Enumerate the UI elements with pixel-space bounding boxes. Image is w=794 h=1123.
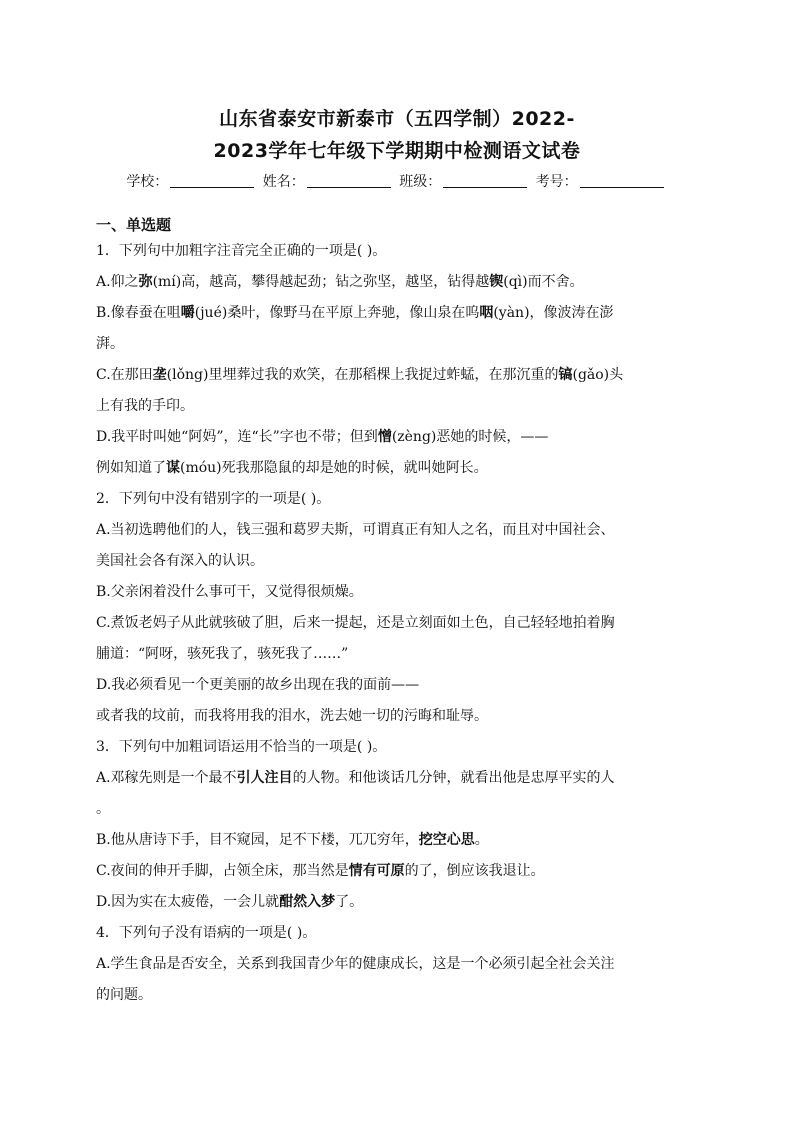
text-segment: A.学生食品是否安全，关系到我国青少年的健康成长，这是一个必须引起全社会关注 xyxy=(96,956,615,972)
school-blank xyxy=(170,173,254,188)
text-segment: A.邓稼先则是一个最不 xyxy=(96,770,237,786)
text-segment: 例如知道了 xyxy=(96,460,166,476)
text-segment: 。 xyxy=(474,832,489,848)
class-label: 班级： xyxy=(399,174,442,190)
text-line xyxy=(96,515,700,546)
text-line xyxy=(96,856,700,887)
text-line xyxy=(96,391,700,422)
bold-text: 锲 xyxy=(489,274,504,290)
text-line xyxy=(96,546,700,577)
text-segment: (gǎo)头 xyxy=(572,367,624,383)
text-line xyxy=(96,639,700,670)
text-segment: 3．下列句中加粗词语运用不恰当的一项是( )。 xyxy=(96,739,387,755)
text-line xyxy=(96,949,700,980)
text-segment: (zèng)恶她的时候，—— xyxy=(391,429,549,445)
text-segment: B.像春蚕在咀 xyxy=(96,305,181,321)
text-segment: C.在那田 xyxy=(96,367,153,383)
text-segment: 2．下列句中没有错别字的一项是( )。 xyxy=(96,491,331,507)
bold-text: 咽 xyxy=(479,305,494,321)
text-line xyxy=(96,236,700,267)
text-segment: A.仰之 xyxy=(96,274,139,290)
text-segment: (qì)而不舍。 xyxy=(503,274,584,290)
text-segment: (móu)死我那隐鼠的却是她的时候，就叫她阿长。 xyxy=(180,460,488,476)
text-line xyxy=(96,422,700,453)
text-segment: C.夜间的伸开手脚，占领全床，那当然是 xyxy=(96,863,349,879)
text-line xyxy=(96,794,700,825)
text-segment: (yàn)，像波涛在澎 xyxy=(493,305,614,321)
text-segment: B.父亲闲着没什么事可干，又觉得很烦燥。 xyxy=(96,584,363,600)
text-line xyxy=(96,329,700,360)
question-body xyxy=(96,236,700,1011)
section-title: 一、单选题 xyxy=(96,216,172,234)
text-line xyxy=(96,918,700,949)
text-segment: 了。 xyxy=(335,894,364,910)
text-segment: (lǒng)里埋葬过我的欢笑，在那稻棵上我捉过蚱蜢，在那沉重的 xyxy=(166,367,559,383)
text-segment: (jué)桑叶，像野马在平原上奔驰，像山泉在呜 xyxy=(194,305,480,321)
exam-title-line2: 2023学年七年级下学期期中检测语文试卷 xyxy=(213,140,581,162)
text-line xyxy=(96,763,700,794)
text-segment: 4．下列句子没有语病的一项是( )。 xyxy=(96,925,317,941)
bold-text: 憎 xyxy=(377,429,392,445)
text-segment: 的问题。 xyxy=(96,987,152,1003)
text-segment: 湃。 xyxy=(96,336,124,352)
text-line xyxy=(96,360,700,391)
text-segment: 美国社会各有深入的认识。 xyxy=(96,553,264,569)
number-blank xyxy=(580,173,664,188)
bold-text: 酣然入梦 xyxy=(279,894,336,910)
bold-text: 弥 xyxy=(138,274,153,290)
text-segment: 的人物。和他谈话几分钟，就看出他是忠厚平实的人 xyxy=(292,770,615,786)
student-info-row xyxy=(0,171,794,191)
text-line xyxy=(96,825,700,856)
text-line xyxy=(96,577,700,608)
bold-text: 谋 xyxy=(166,460,180,476)
bold-text: 镐 xyxy=(558,367,573,383)
text-segment: C.煮饭老妈子从此就骇破了胆，后来一提起，还是立刻面如土色，自己轻轻地拍着胸 xyxy=(96,615,615,631)
text-line xyxy=(96,732,700,763)
bold-text: 垄 xyxy=(152,367,167,383)
text-line xyxy=(96,670,700,701)
text-line xyxy=(96,484,700,515)
text-segment: 的了，倒应该我退让。 xyxy=(404,863,545,879)
bold-text: 挖空心思 xyxy=(418,832,475,848)
text-line xyxy=(96,608,700,639)
text-line xyxy=(96,298,700,329)
text-segment: B.他从唐诗下手，目不窥园，足不下楼，兀兀穷年， xyxy=(96,832,419,848)
name-blank xyxy=(307,173,391,188)
text-segment: 上有我的手印。 xyxy=(96,398,194,414)
bold-text: 嚼 xyxy=(180,305,195,321)
school-label: 学校： xyxy=(126,174,169,190)
bold-text: 情有可原 xyxy=(348,863,405,879)
text-segment: A.当初选聘他们的人，钱三强和葛罗夫斯，可谓真正有知人之名，而且对中国社会、 xyxy=(96,522,615,538)
text-line xyxy=(96,453,700,484)
text-segment: D.因为实在太疲倦，一会儿就 xyxy=(96,894,280,910)
text-segment: D.我平时叫她“阿妈”，连“长”字也不带；但到 xyxy=(96,429,378,445)
name-label: 姓名： xyxy=(262,174,305,190)
text-segment: 脯道：“阿呀，骇死我了，骇死我了……” xyxy=(96,646,349,662)
text-segment: 1．下列句中加粗字注音完全正确的一项是( )。 xyxy=(96,243,387,259)
text-line xyxy=(96,701,700,732)
text-line xyxy=(96,980,700,1011)
text-segment: 。 xyxy=(96,801,110,817)
text-line xyxy=(96,887,700,918)
exam-title-line1: 山东省泰安市新泰市（五四学制）2022- xyxy=(219,108,575,130)
text-segment: (mí)高，越高，攀得越起劲；钻之弥坚，越坚，钻得越 xyxy=(152,274,490,290)
text-segment: D.我必须看见一个更美丽的故乡出现在我的面前—— xyxy=(96,677,420,693)
bold-text: 引人注目 xyxy=(236,770,293,786)
text-line xyxy=(96,267,700,298)
number-label: 考号： xyxy=(535,174,578,190)
class-blank xyxy=(443,173,527,188)
text-segment: 或者我的坟前，而我将用我的泪水，洗去她一切的污晦和耻辱。 xyxy=(96,708,488,724)
